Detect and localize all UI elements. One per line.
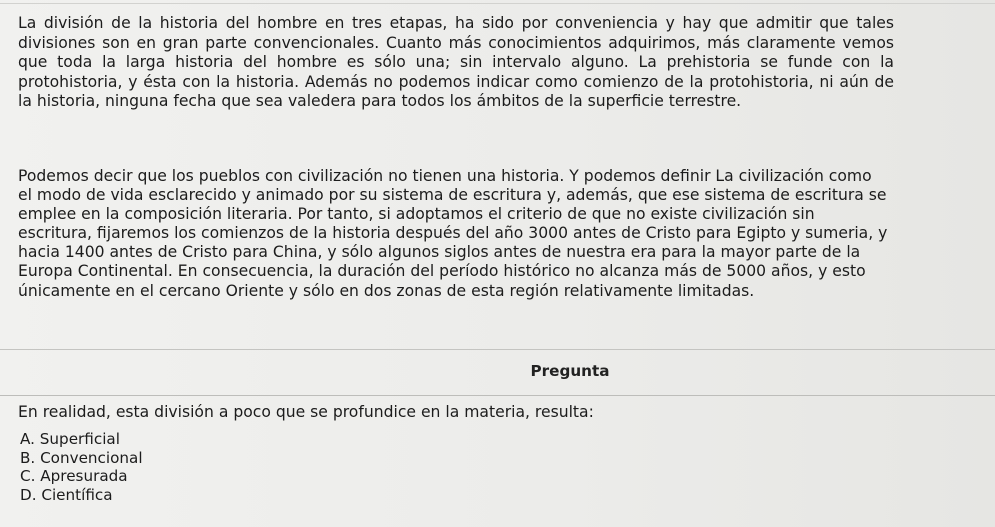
option-a[interactable] <box>20 430 143 449</box>
option-letter: D. <box>20 485 37 504</box>
question-header: Pregunta <box>530 362 610 380</box>
passage-paragraph-2: Podemos decir que los pueblos con civilización no tienen una historia. Y podemos definir La civilización como el modo de vida esclarecido y animado por su sistema de escritura y, además, que ese sistema de escritura se emplee en la composición literaria. Por tanto, si adoptamos el criterio de que no existe civilización sin escritura, fijaremos los comienzos de la historia después del año 3000 antes de Cristo para Egipto y sumeria, y hacia 1400 antes de Cristo para China, y sólo algunos siglos antes de nuestra era para la mayor parte de la Europa Continental. En consecuencia, la duración del período histórico no alcanza más de 5000 años, y esto únicamente en el cercano Oriente y sólo en dos zonas de esta región relativamente limitadas. <box>18 167 888 300</box>
option-text: Apresurada <box>40 467 128 485</box>
option-letter: B. <box>20 448 36 467</box>
option-text: Científica <box>41 485 113 504</box>
option-d[interactable] <box>20 486 143 505</box>
option-letter: A. <box>20 430 35 448</box>
option-text: Convencional <box>40 448 143 467</box>
answer-options <box>20 430 143 504</box>
option-letter: C. <box>20 467 36 485</box>
question-header-divider <box>0 395 995 396</box>
section-divider <box>0 349 995 350</box>
option-c[interactable] <box>20 467 143 486</box>
question-text: En realidad, esta división a poco que se profundice en la materia, resulta: <box>18 403 594 421</box>
top-divider <box>0 3 995 4</box>
option-text: Superficial <box>39 430 120 448</box>
passage-paragraph-1: La división de la historia del hombre en tres etapas, ha sido por conveniencia y hay que admitir que tales divisiones son en gran parte convencionales. Cuanto más conocimientos adquirimos, más claramente vemos que toda la larga historia del hombre es sólo una; sin intervalo alguno. La prehistoria se funde con la protohistoria, y ésta con la historia. Además no podemos indicar como comienzo de la protohistoria, ni aún de la historia, ninguna fecha que sea valedera para todos los ámbitos de la superficie terrestre. <box>18 14 894 111</box>
option-b[interactable] <box>20 449 143 468</box>
